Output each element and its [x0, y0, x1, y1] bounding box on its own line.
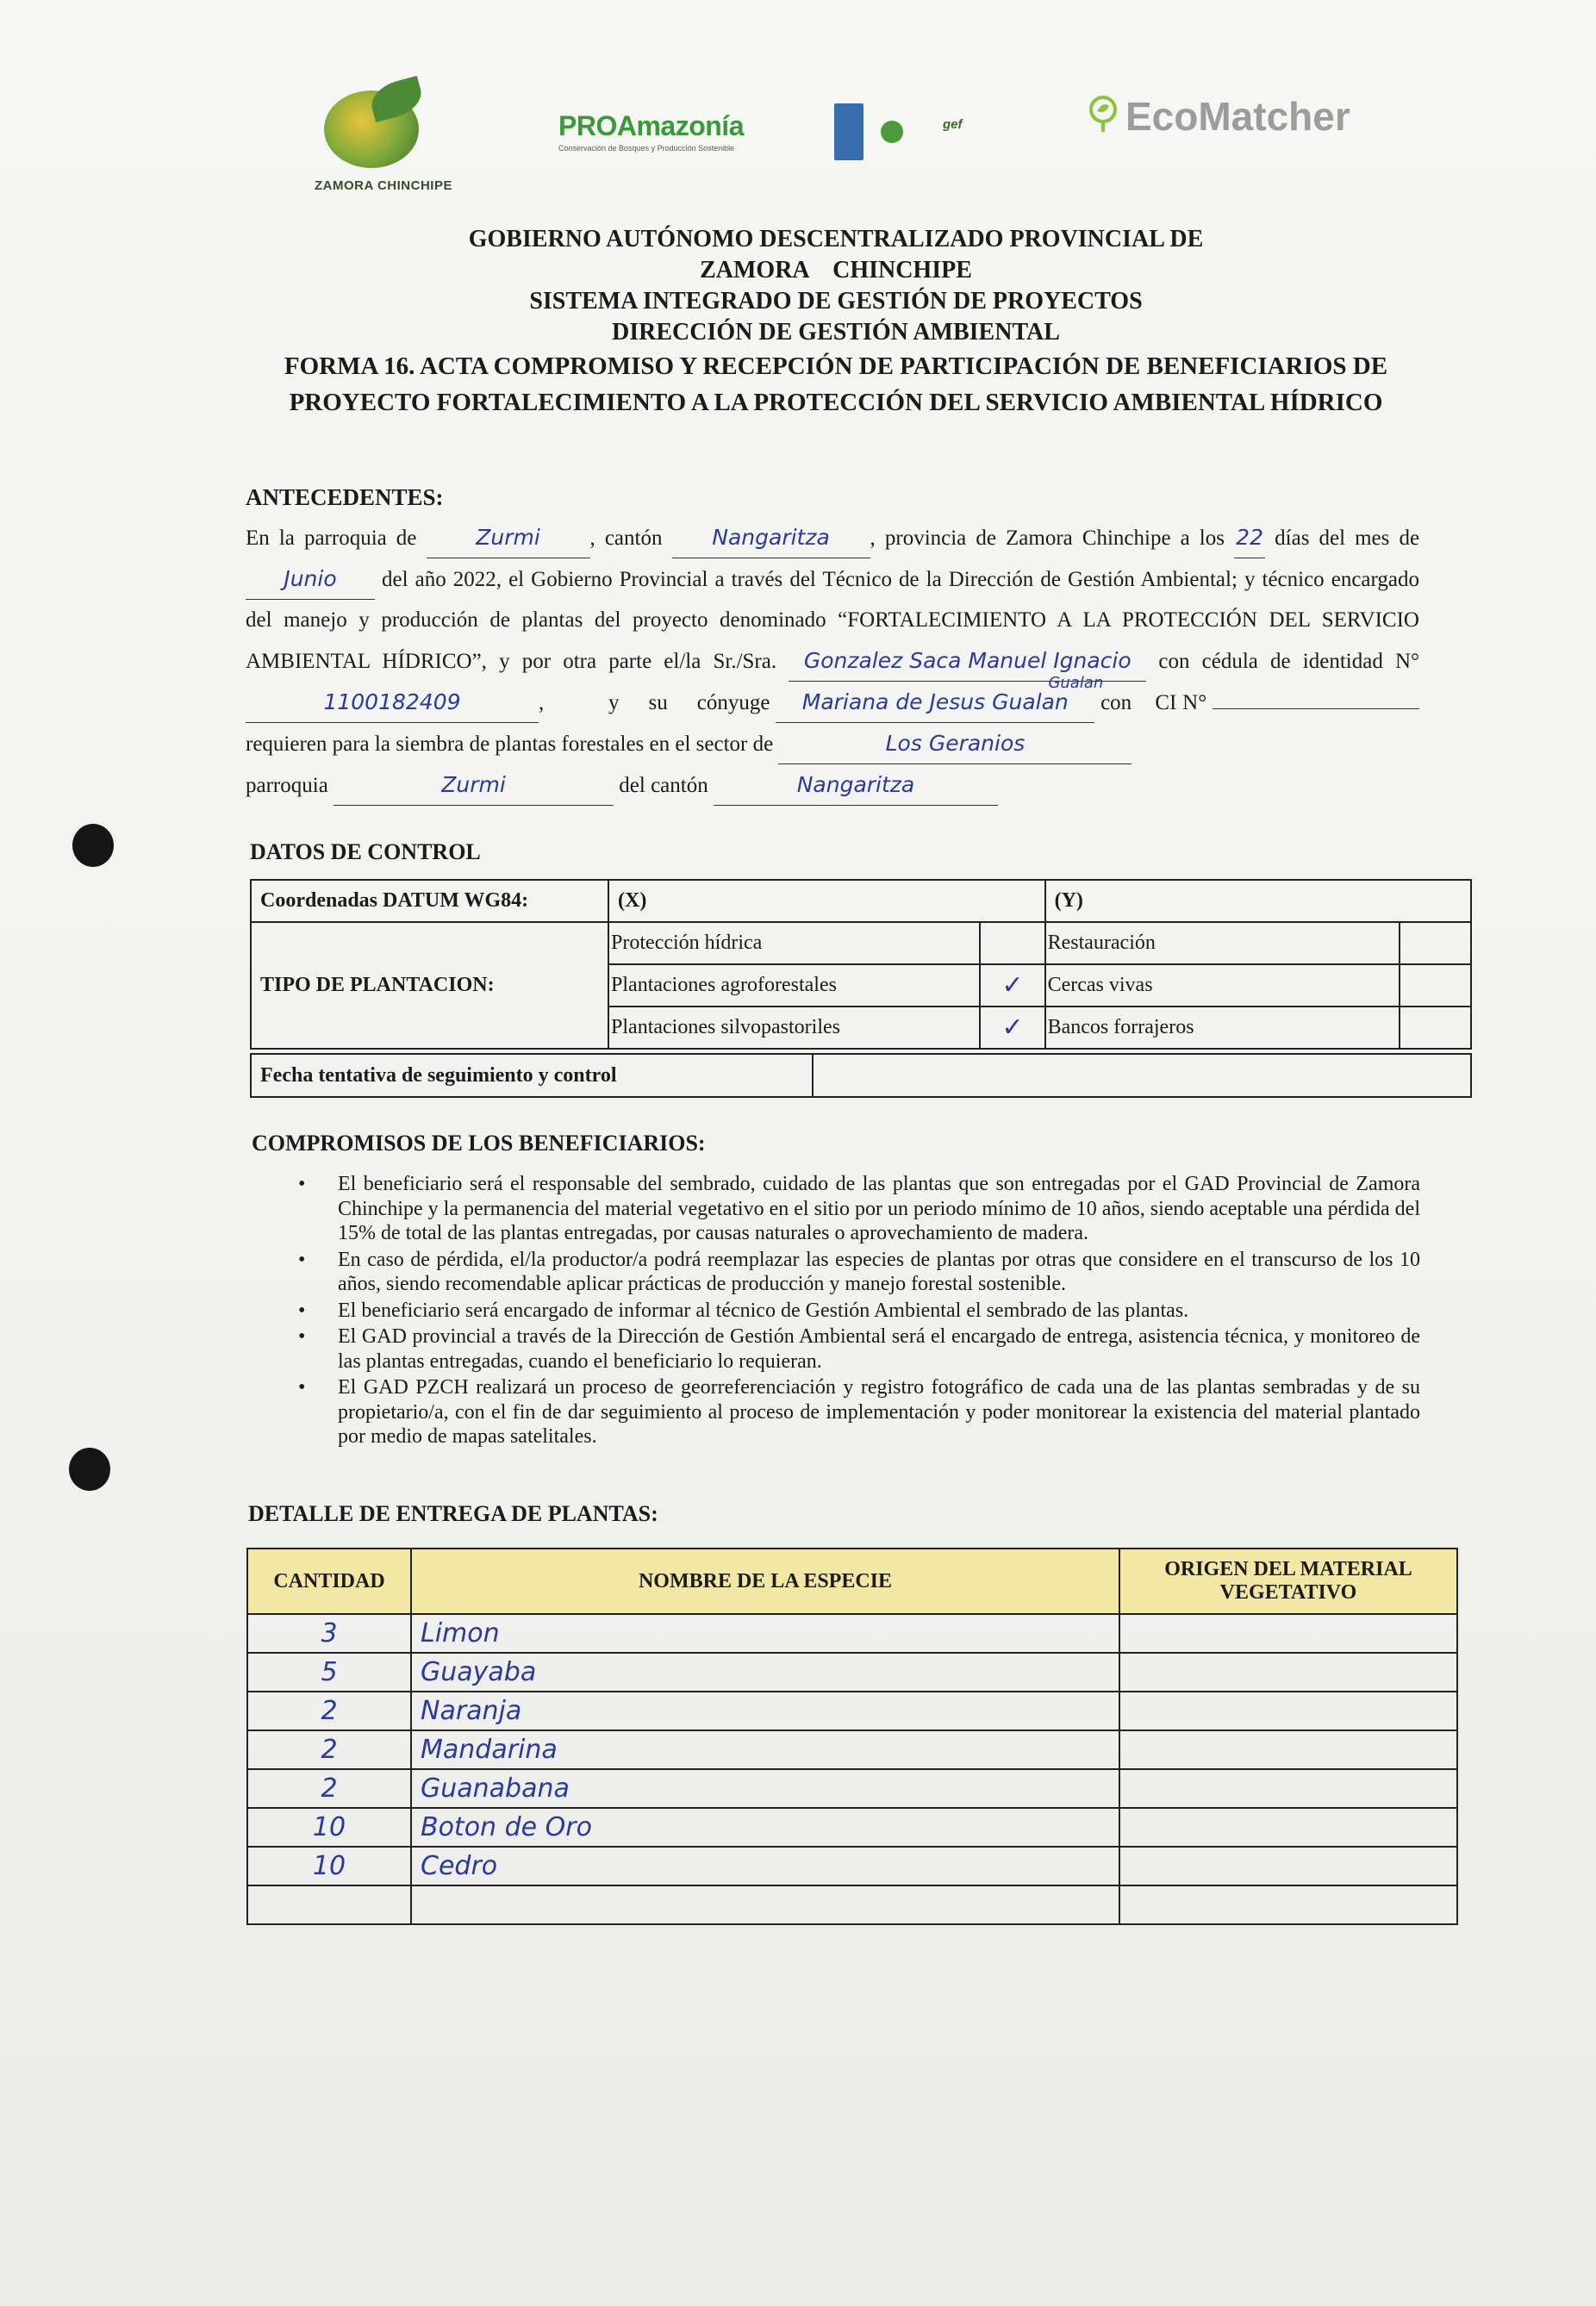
parroquia2-field[interactable]: Zurmi	[334, 764, 614, 806]
x-coordinate-cell[interactable]: (X)	[608, 880, 1045, 922]
fecha-field[interactable]	[813, 1054, 1471, 1097]
plantacion-row-1	[251, 922, 1471, 964]
col-origen: ORIGEN DEL MATERIAL VEGETATIVO	[1119, 1549, 1457, 1614]
compromiso-item: • El GAD provincial a través de la Dirección de Gestión Ambiental será el encargado de entrega, asistencia técnica, y monitoreo de las plantas entregadas, cuando el beneficiario lo requieran.	[252, 1324, 1420, 1374]
header-line-2: ZAMORA CHINCHIPE	[700, 257, 972, 284]
tipo-plantacion-label: TIPO DE PLANTACION:	[251, 922, 608, 1049]
text-ci-lead: con CI N°	[1100, 691, 1207, 714]
text-proyecto: del año 2022, el Gobierno Provincial a través del Técnico de la Dirección de Gestión Ambiental; y técnico encargado del manejo y producción de plantas del proyecto denominado “FORTALECIMIENTO A LA PROTECCIÓN DEL SERVICIO AMBIENTAL HÍDRICO”, y por otra parte el/la Sr./Sra.	[246, 568, 1419, 673]
option-agroforestales: Plantaciones agroforestales	[608, 964, 980, 1007]
table-row	[247, 1847, 1457, 1885]
checkbox-cercas-vivas[interactable]	[1400, 964, 1471, 1007]
cantidad-cell[interactable]: 10	[247, 1847, 411, 1885]
text-canton-lead: , cantón	[589, 527, 663, 550]
table-row	[247, 1730, 1457, 1769]
mes-field[interactable]: Junio	[246, 558, 375, 600]
zamora-chinchipe-logo	[310, 82, 457, 203]
compromiso-item: • El GAD PZCH realizará un proceso de georreferenciación y registro fotográfico de cada una de las plantas sembradas y de su propietario/a, con el fin de dar seguimiento al proceso de implementación y poder monitorear la existencia del material plantado por medio de mapas satelitales.	[252, 1375, 1420, 1449]
origen-cell[interactable]	[1119, 1808, 1457, 1847]
conyuge-annotation: Gualan	[1048, 674, 1104, 692]
col-cantidad: CANTIDAD	[247, 1549, 411, 1614]
col-especie: NOMBRE DE LA ESPECIE	[411, 1549, 1119, 1614]
compromiso-item: • El beneficiario será el responsable del sembrado, cuidado de las plantas que son entregadas por el GAD Provincial de Zamora Chinchipe y la permanencia del material vegetativo en el sitio por un periodo mínimo de 10 años, siendo aceptable una pérdida del 15% de total de las plantas entregadas, por causas naturales o aprovechamiento de madera.	[252, 1172, 1420, 1246]
table-row	[247, 1614, 1457, 1653]
fecha-label: Fecha tentativa de seguimiento y control	[251, 1054, 813, 1097]
ecomatcher-logo	[1088, 93, 1350, 140]
text-conyuge-lead: , y su cónyuge	[539, 691, 770, 714]
compromiso-item: • En caso de pérdida, el/la productor/a podrá reemplazar las especies de plantas por otras que considere en el transcurso de los 10 años, siendo recomendable aplicar prácticas de producción y manejo forestal sostenible.	[252, 1248, 1420, 1297]
datos-control-heading: DATOS DE CONTROL	[250, 839, 481, 864]
origen-cell[interactable]	[1119, 1847, 1457, 1885]
cedula-field[interactable]: 1100182409	[246, 682, 539, 723]
cantidad-cell[interactable]: 2	[247, 1730, 411, 1769]
coordenadas-label: Coordenadas DATUM WG84:	[251, 880, 608, 922]
form-title-line-2: PROYECTO FORTALECIMIENTO A LA PROTECCIÓN DEL SERVICIO AMBIENTAL HÍDRICO	[289, 389, 1383, 416]
cantidad-cell[interactable]	[247, 1885, 411, 1924]
compromisos-heading: COMPROMISOS DE LOS BENEFICIARIOS:	[252, 1131, 706, 1156]
cantidad-cell[interactable]: 5	[247, 1653, 411, 1692]
conyuge-value: Mariana de Jesus Gualan	[801, 689, 1069, 714]
table-row	[247, 1808, 1457, 1847]
fecha-table	[250, 1053, 1472, 1098]
canton-field[interactable]: Nangaritza	[672, 517, 870, 558]
header-line-1: GOBIERNO AUTÓNOMO DESCENTRALIZADO PROVINCIAL DE	[468, 226, 1204, 252]
compromiso-item: • El beneficiario será encargado de informar al técnico de Gestión Ambiental el sembrado de las plantas.	[252, 1299, 1420, 1324]
table-row	[247, 1653, 1457, 1692]
detalle-header-row	[247, 1549, 1457, 1614]
origen-cell[interactable]	[1119, 1692, 1457, 1730]
origen-cell[interactable]	[1119, 1653, 1457, 1692]
gef-logo	[881, 117, 976, 152]
option-bancos-forrajeros: Bancos forrajeros	[1045, 1007, 1400, 1049]
beneficiario-nombre-field[interactable]: Gonzalez Saca Manuel Ignacio	[789, 640, 1146, 682]
canton2-field[interactable]: Nangaritza	[714, 764, 998, 806]
especie-cell[interactable]: Guanabana	[411, 1769, 1119, 1808]
form-title-line-1: FORMA 16. ACTA COMPROMISO Y RECEPCIÓN DE PARTICIPACIÓN DE BENEFICIARIOS DE	[284, 352, 1388, 380]
especie-cell[interactable]: Mandarina	[411, 1730, 1119, 1769]
fecha-row	[251, 1054, 1471, 1097]
especie-cell[interactable]: Boton de Oro	[411, 1808, 1119, 1847]
conyuge-field[interactable]	[776, 674, 1104, 723]
detalle-table	[246, 1548, 1458, 1925]
header-line-4: DIRECCIÓN DE GESTIÓN AMBIENTAL	[612, 319, 1060, 346]
especie-cell[interactable]: Limon	[411, 1614, 1119, 1653]
proamazonia-logo-text: PROAmazonía	[558, 110, 744, 141]
punch-hole	[72, 824, 114, 867]
text-parroquia2-lead: parroquia	[246, 774, 328, 797]
ci-conyuge-field[interactable]	[1213, 708, 1419, 709]
checkbox-agroforestales[interactable]: ✓	[980, 964, 1044, 1007]
antecedentes-heading: ANTECEDENTES:	[246, 484, 444, 510]
sector-field[interactable]: Los Geranios	[778, 723, 1132, 764]
checkbox-restauracion[interactable]	[1400, 922, 1471, 964]
document-header	[259, 224, 1413, 421]
table-row	[247, 1769, 1457, 1808]
checkbox-silvopastoriles[interactable]: ✓	[980, 1007, 1044, 1049]
checkbox-bancos-forrajeros[interactable]	[1400, 1007, 1471, 1049]
checkbox-proteccion-hidrica[interactable]	[980, 922, 1044, 964]
proamazonia-logo	[558, 110, 744, 153]
punch-hole	[69, 1448, 110, 1491]
proamazonia-subtitle: Conservación de Bosques y Producción Sostenible	[558, 144, 735, 153]
undp-logo	[834, 103, 863, 160]
text-canton2-lead: del cantón	[619, 774, 708, 797]
cantidad-cell[interactable]: 10	[247, 1808, 411, 1847]
detalle-heading: DETALLE DE ENTREGA DE PLANTAS:	[248, 1501, 658, 1526]
option-proteccion-hidrica: Protección hídrica	[608, 922, 980, 964]
table-row	[247, 1885, 1457, 1924]
cantidad-cell[interactable]: 3	[247, 1614, 411, 1653]
parroquia-field[interactable]: Zurmi	[427, 517, 590, 558]
cantidad-cell[interactable]: 2	[247, 1769, 411, 1808]
option-silvopastoriles: Plantaciones silvopastoriles	[608, 1007, 980, 1049]
text-provincia: , provincia de Zamora Chinchipe a los	[870, 527, 1225, 550]
especie-cell[interactable]: Guayaba	[411, 1653, 1119, 1692]
text-mes-lead: días del mes de	[1275, 527, 1420, 550]
text-cedula-lead: con cédula de identidad N°	[1158, 650, 1420, 673]
option-cercas-vivas: Cercas vivas	[1045, 964, 1400, 1007]
header-line-3: SISTEMA INTEGRADO DE GESTIÓN DE PROYECTOS	[529, 288, 1143, 315]
text-sector-lead: requieren para la siembra de plantas forestales en el sector de	[246, 732, 774, 756]
table-row	[247, 1692, 1457, 1730]
gef-logo-text: gef	[943, 117, 963, 132]
y-coordinate-cell[interactable]: (Y)	[1045, 880, 1471, 922]
cantidad-cell[interactable]: 2	[247, 1692, 411, 1730]
especie-cell[interactable]: Naranja	[411, 1692, 1119, 1730]
origen-cell[interactable]	[1119, 1614, 1457, 1653]
compromisos-list	[252, 1172, 1420, 1451]
text-parroquia-lead: En la parroquia de	[246, 527, 417, 550]
origen-cell[interactable]	[1119, 1885, 1457, 1924]
coordenadas-row	[251, 880, 1471, 922]
option-restauracion: Restauración	[1045, 922, 1400, 964]
zamora-logo-text: ZAMORA CHINCHIPE	[315, 178, 452, 193]
origen-cell[interactable]	[1119, 1730, 1457, 1769]
especie-cell[interactable]	[411, 1885, 1119, 1924]
especie-cell[interactable]: Cedro	[411, 1847, 1119, 1885]
origen-cell[interactable]	[1119, 1769, 1457, 1808]
dia-field[interactable]: 22	[1234, 517, 1265, 558]
datos-control-table	[250, 879, 1472, 1050]
antecedentes-paragraph	[246, 517, 1419, 806]
ecomatcher-logo-text: EcoMatcher	[1125, 94, 1350, 139]
leaf-pin-icon	[1088, 96, 1119, 134]
